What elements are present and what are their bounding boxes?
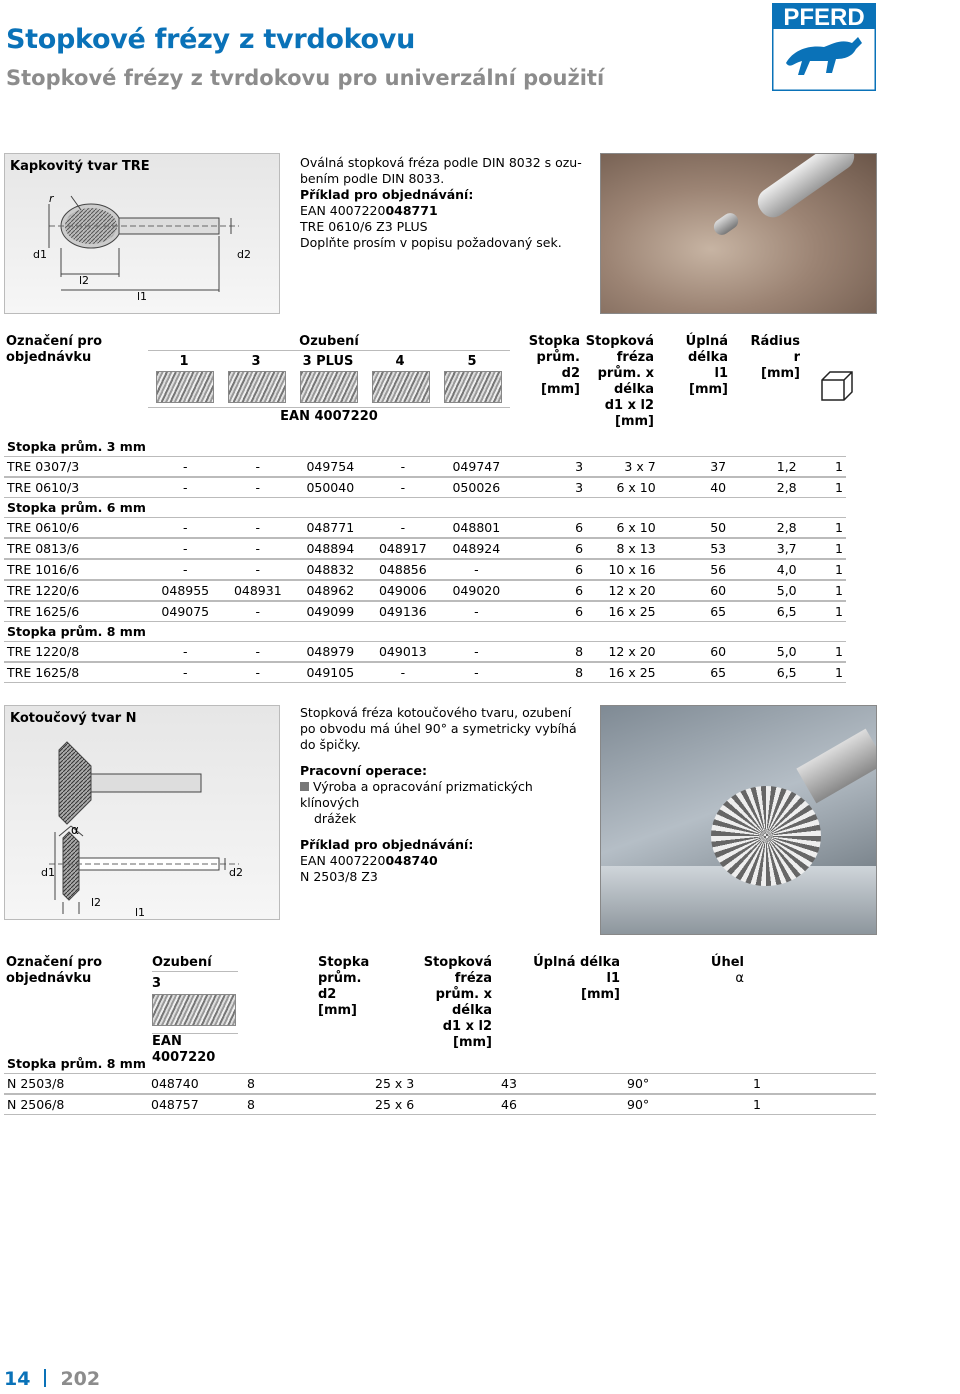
table-cell: 60 [659,641,730,662]
teeth-col-label: 3 PLUS [302,354,354,369]
group-header-row [4,622,846,641]
teeth-pattern-image [228,371,286,403]
table-cell: 6 [514,601,587,622]
label-l1: l1 [135,906,146,919]
teeth-pattern-image [156,371,214,403]
ops-text: Výroba a opracování prizmatických klínových [300,779,533,810]
box-title: Kotoučový tvar N [10,711,137,726]
teeth-pattern-image [300,371,358,403]
group-header-row [4,1054,876,1073]
col-header-angle [700,955,744,987]
table-cell: 6 x 10 [586,517,659,538]
package-icon [820,370,854,406]
table-cell: 1 [800,559,846,580]
ean-bold: 048771 [385,203,438,218]
col-header-length [532,955,620,1003]
ops-label: Pracovní operace: [300,763,427,778]
table-cell: 65 [659,662,730,683]
table-cell: 60 [659,580,730,601]
header-text: d2 [561,366,580,381]
header-text: prům. x [435,987,492,1002]
table-cell: 90° [624,1073,750,1094]
header-text: [mm] [581,987,620,1002]
table-cell: 3 x 7 [586,456,659,477]
table-cell: - [149,559,222,580]
header-text: [mm] [689,382,728,397]
table-cell: 048771 [294,517,367,538]
header-text: Stopková [585,334,654,349]
table-cell: 1 [800,477,846,498]
table-cell: 1 [800,662,846,683]
header-text: prům. [318,971,362,986]
pferd-logo [772,3,876,91]
header-text: délka [614,382,654,397]
table-cell: 050026 [439,477,514,498]
table-cell: 5,0 [729,641,800,662]
table-cell: 2,8 [729,517,800,538]
table-cell: - [439,601,514,622]
label-d2: d2 [229,866,243,879]
table-row [4,456,846,477]
table-cell: 46 [498,1094,624,1115]
header-ean: EAN 4007220 [280,409,378,424]
teeth-pattern-image [152,994,236,1026]
tre-table [4,437,846,683]
divider [44,1369,46,1387]
header-text: [mm] [318,1003,357,1018]
description-tre [300,155,590,251]
table-cell: - [439,559,514,580]
header-text: objednávku [6,971,92,986]
header-text: [mm] [761,366,800,381]
table-row [4,559,846,580]
header-text: [mm] [615,414,654,429]
product-box-n [4,705,280,920]
table-cell: 6,5 [729,601,800,622]
page-number [4,1368,100,1390]
header-text: l1 [714,366,728,381]
table-cell: - [149,517,222,538]
table-row [4,1094,876,1115]
table-cell: 049747 [439,456,514,477]
table-cell: 1 [800,601,846,622]
col-header-shank [318,955,369,1019]
table-cell: 049099 [294,601,367,622]
table-cell: 3 [514,477,587,498]
col-header-cutter [584,334,654,430]
cell-designation: TRE 0813/6 [4,538,149,559]
table-cell: - [149,662,222,683]
table-cell: 6 [514,517,587,538]
col-header-designation [6,955,102,987]
table-cell: 5,0 [729,580,800,601]
table-cell: 6 [514,580,587,601]
col-header-length [672,334,728,398]
table-cell: 56 [659,559,730,580]
table-cell: 53 [659,538,730,559]
ean-prefix: EAN 4007220 [300,853,386,868]
table-cell: 048955 [149,580,222,601]
table-cell: 6 [514,538,587,559]
bullet-icon [300,782,309,791]
header-text: d1 x l2 [442,1019,492,1034]
header-text: délka [688,350,728,365]
table-cell: 6 x 10 [586,477,659,498]
table-cell: 16 x 25 [586,662,659,683]
label-l1: l1 [137,290,148,303]
table-cell: 8 [514,662,587,683]
cell-designation: TRE 1220/6 [4,580,149,601]
cell-designation: TRE 0307/3 [4,456,149,477]
table-cell: 049105 [294,662,367,683]
group-header-row [4,498,846,517]
teeth-header-block [148,954,240,1065]
table-cell: - [222,477,295,498]
table-cell: - [367,456,440,477]
teeth-pattern-image [444,371,502,403]
table-cell: 050040 [294,477,367,498]
cell-designation: TRE 1625/6 [4,601,149,622]
table-cell: 048801 [439,517,514,538]
table-cell: 3,7 [729,538,800,559]
product-photo-tre [600,153,877,314]
table-cell: 16 x 25 [586,601,659,622]
ean-bold: 048740 [385,853,438,868]
header-text: objednávku [6,350,92,365]
table-cell: 1,2 [729,456,800,477]
header-text: l1 [606,971,620,986]
table-row [4,580,846,601]
table-row [4,1073,876,1094]
table-cell: 12 x 20 [586,580,659,601]
table-cell: 048856 [367,559,440,580]
table-cell: 43 [498,1073,624,1094]
header-ean: EAN 4007220 [152,1033,238,1066]
table-cell: - [222,601,295,622]
table-cell: 8 [244,1073,372,1094]
table-cell: 049754 [294,456,367,477]
table-cell: - [439,662,514,683]
logo-text: PFERD [783,4,865,31]
teeth-pattern-image [372,371,430,403]
header-text: Úplná délka [533,955,620,970]
n-diagram [19,736,269,916]
table-cell: - [367,517,440,538]
header-text: Stopka [318,955,370,970]
header-teeth: Ozubení [148,334,510,351]
label-d1: d1 [33,248,47,261]
table-cell: 50 [659,517,730,538]
table-cell: 049006 [367,580,440,601]
table-cell: 1 [800,641,846,662]
teeth-col-label: 1 [179,354,189,369]
header-text: prům. [536,350,580,365]
table-cell: 048894 [294,538,367,559]
cell-designation: TRE 1625/8 [4,662,149,683]
table-cell: - [222,517,295,538]
table-cell: 2,8 [729,477,800,498]
table-cell: - [439,641,514,662]
header-text: fréza [616,350,654,365]
table-cell: - [222,538,295,559]
table-cell: 90° [624,1094,750,1115]
teeth-col-label: 3 [251,354,261,369]
table-cell: 049075 [149,601,222,622]
tre-diagram [19,182,269,307]
header-text: Označení pro [6,955,103,970]
table-row [4,538,846,559]
desc-line: do špičky. [300,737,361,752]
label-d2: d2 [237,248,251,261]
group-label: Stopka prům. 3 mm [7,439,146,454]
header-text: r [793,350,800,365]
n-table [4,1054,876,1115]
col-header-shank [516,334,580,398]
order-label: Příklad pro objednávání: [300,837,474,852]
table-cell: 25 x 3 [372,1073,498,1094]
header-teeth: Ozubení [152,955,238,972]
group-header-row [4,437,846,456]
header-text: d1 x l2 [604,398,654,413]
divider [148,407,510,408]
teeth-col-label: 4 [395,354,405,369]
desc-line: Stopková fréza kotoučového tvaru, ozubení [300,705,572,720]
table-row [4,517,846,538]
table-cell: 8 [244,1094,372,1115]
col-header-designation [6,334,102,366]
cell-designation: TRE 0610/6 [4,517,149,538]
table-cell: - [149,538,222,559]
label-l2: l2 [91,896,102,909]
current-page: 14 [4,1368,31,1390]
table-cell: - [367,477,440,498]
page-title: Stopkové frézy z tvrdokovu [6,24,416,55]
table-cell: 3 [514,456,587,477]
ops-text: drážek [314,811,357,826]
table-cell: 40 [659,477,730,498]
teeth-header-block [148,333,510,433]
cell-designation: TRE 1016/6 [4,559,149,580]
table-cell: 37 [659,456,730,477]
label-r: r [49,192,54,205]
header-text: Úplná [685,334,728,349]
table-cell: 1 [750,1094,876,1115]
header-text: prům. x [597,366,654,381]
header-text: d2 [318,987,337,1002]
col-header-cutter [388,955,492,1051]
label-alpha: α [71,823,79,837]
table-cell: 6,5 [729,662,800,683]
header-text: [mm] [541,382,580,397]
teeth-col: 3 [152,976,162,991]
label-l2: l2 [79,274,90,287]
col-header-radius [740,334,800,382]
table-cell: 048924 [439,538,514,559]
group-label: Stopka prům. 8 mm [7,1056,146,1071]
table-cell: 4,0 [729,559,800,580]
cell-designation: TRE 0610/3 [4,477,149,498]
table-cell: 049020 [439,580,514,601]
table-cell: 8 [514,641,587,662]
table-cell: 65 [659,601,730,622]
table-cell: 048740 [148,1073,244,1094]
desc-line: bením podle DIN 8033. [300,171,445,186]
header-text: [mm] [453,1035,492,1050]
box-title: Kapkovitý tvar TRE [10,159,150,174]
table-cell: - [149,641,222,662]
group-label: Stopka prům. 6 mm [7,500,146,515]
table-cell: 25 x 6 [372,1094,498,1115]
header-text: Stopková fréza [423,955,492,986]
table-row [4,601,846,622]
table-cell: 1 [800,580,846,601]
table-cell: 048962 [294,580,367,601]
product-photo-n [600,705,877,935]
table-cell: 12 x 20 [586,641,659,662]
ean-example [300,203,590,219]
table-cell: 048757 [148,1094,244,1115]
description-n [300,705,595,885]
cell-designation: N 2503/8 [4,1073,148,1094]
label-d1: d1 [41,866,55,879]
header-text: Rádius [750,334,800,349]
table-cell: 048979 [294,641,367,662]
table-cell: 048917 [367,538,440,559]
cell-designation: TRE 1220/8 [4,641,149,662]
ean-example [300,853,595,869]
table-cell: - [222,662,295,683]
table-cell: - [367,662,440,683]
table-cell: 10 x 16 [586,559,659,580]
order-label: Příklad pro objednávání: [300,187,474,202]
table-row [4,662,846,683]
total-page: 202 [60,1368,101,1390]
table-cell: 048832 [294,559,367,580]
ean-prefix: EAN 4007220 [300,203,386,218]
table-cell: - [149,456,222,477]
table-cell: - [222,641,295,662]
header-text: Označení pro [6,334,103,349]
ops-item [300,779,595,811]
product-box-tre [4,153,280,314]
table-cell: 1 [750,1073,876,1094]
order-note: Doplňte prosím v popisu požadovaný sek. [300,235,562,250]
group-label: Stopka prům. 8 mm [7,624,146,639]
desc-line: po obvodu má úhel 90° a symetricky vybíhá [300,721,577,736]
table-cell: 048931 [222,580,295,601]
table-cell: 049013 [367,641,440,662]
page-subtitle: Stopkové frézy z tvrdokovu pro univerzální použití [6,66,605,90]
table-cell: 1 [800,517,846,538]
header-text: Stopka [528,334,580,349]
cell-designation: N 2506/8 [4,1094,148,1115]
table-row [4,477,846,498]
desc-line: Oválná stopková fréza podle DIN 8032 s ozu- [300,155,582,170]
example-code: N 2503/8 Z3 [300,869,378,884]
example-code: TRE 0610/6 Z3 PLUS [300,219,428,234]
header-text: délka [452,1003,492,1018]
table-cell: - [222,456,295,477]
table-cell: 8 x 13 [586,538,659,559]
table-cell: - [222,559,295,580]
table-cell: 1 [800,538,846,559]
table-cell: 6 [514,559,587,580]
teeth-col-label: 5 [467,354,477,369]
header-text: Úhel [710,955,744,970]
header-text: α [735,971,744,986]
table-cell: 049136 [367,601,440,622]
table-cell: - [149,477,222,498]
table-row [4,641,846,662]
table-cell: 1 [800,456,846,477]
